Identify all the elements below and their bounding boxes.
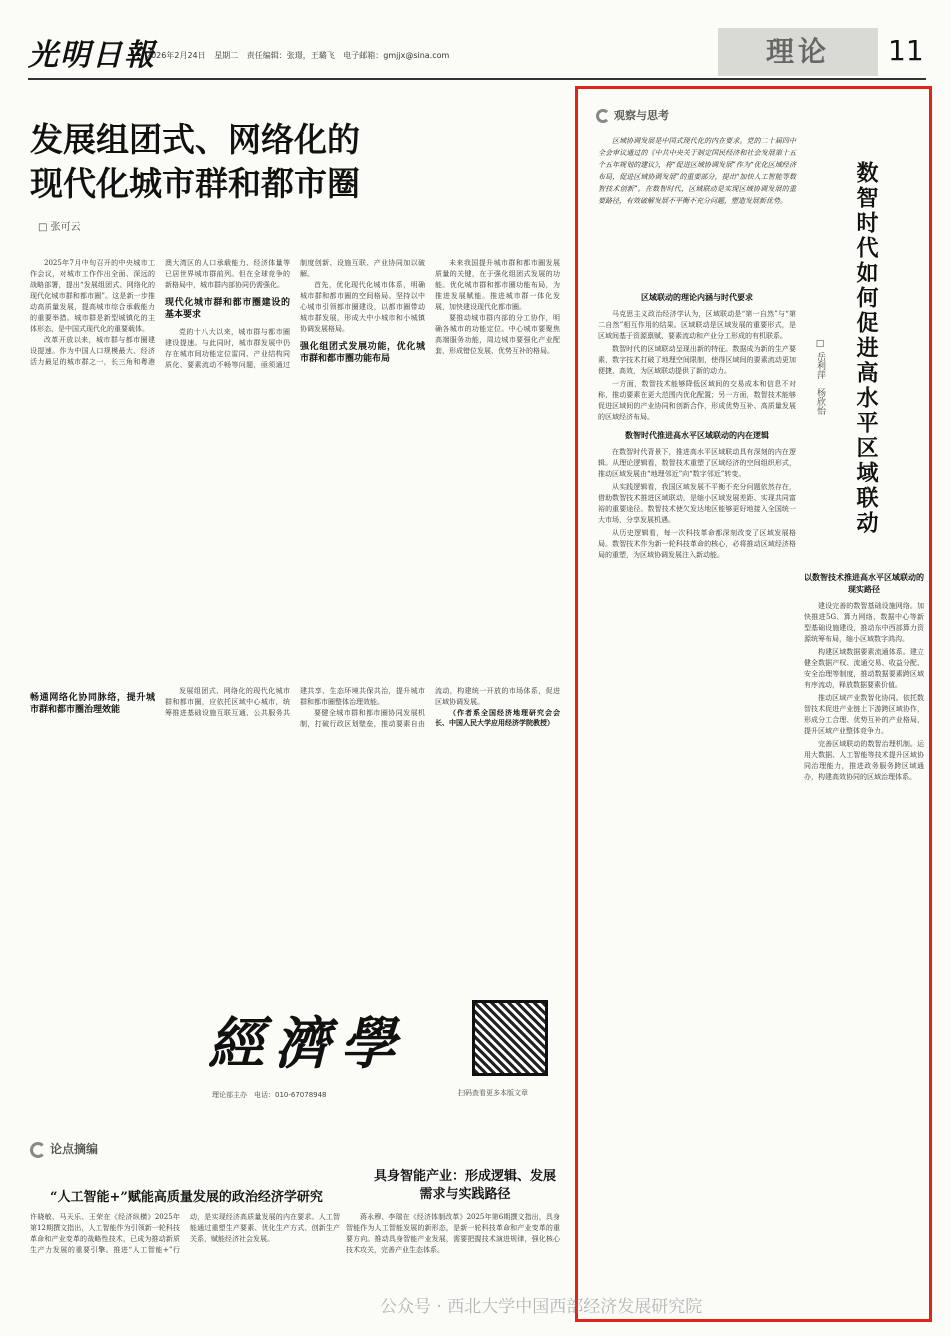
highlight-subheading: 以数智技术推进高水平区域联动的现实路径 — [804, 572, 924, 594]
highlight-paragraph: 从实践逻辑看，我国区域发展不平衡不充分问题依然存在，借助数智技术推进区域联动，是缩小区域发展差距、实现共同富裕的重要途径。数智技术使欠发达地区能够更好地接入全国统一大市场，分享发展机遇。 — [598, 483, 796, 524]
highlight-intro: 区域协调发展是中国式现代化的内在要求。党的二十届四中全会审议通过的《中共中央关于制定国民经济和社会发展第十五个五年规划的建议》，将“促进区域协调发展”作为“优化区域经济布局，促进区域协调发展”的重要部分，提出“加快人工智能等数智技术创新”。在数智时代，区域联动是实现区域协调发展的重要路径，有效破解发展不平衡不充分问题，塑造发展新优势。 — [598, 137, 796, 205]
main-paragraph: 党的十八大以来，城市群与都市圈建设提速。与此同时，城市群发展中仍存在城市间功能定位雷同、产业结构同质化、要素流动不畅等问题，亟须通过制度创新、设施互联、产业协同加以破解。 — [165, 259, 425, 369]
main-author-note: （作者系全国经济地理研究会会长、中国人民大学应用经济学院教授） — [435, 708, 560, 727]
highlighted-article — [575, 86, 932, 1322]
highlight-author: □ 岳利萍 杨欣怡 — [815, 339, 825, 415]
highlight-paragraph: 数智时代的区域联动呈现出新的特征。数据成为新的生产要素，数字技术打破了地理空间限制，使得区域间的要素流动更加便捷、高效，为区域联动提供了新的动力。 — [598, 345, 796, 375]
highlight-paragraph: 完善区域联动的数智治理机制。运用大数据、人工智能等技术提升区域协同治理能力，推进政务服务跨区域通办，构建高效协同的区域治理体系。 — [804, 740, 924, 781]
section-name: 理论 — [718, 28, 878, 76]
economics-banner — [190, 990, 560, 1112]
masthead — [28, 28, 926, 80]
column-logo-icon — [596, 109, 610, 123]
economics-title: 經濟學 — [208, 1011, 406, 1077]
issue-date: 2026年2月24日 — [146, 51, 206, 60]
highlight-subheading: 区域联动的理论内涵与时代要求 — [641, 292, 753, 302]
highlight-paragraph: 从历史逻辑看，每一次科技革命都深刻改变了区域发展格局。数智技术作为新一轮科技革命的核心，必将推动区域经济格局的重塑，为区域协调发展注入新动能。 — [598, 529, 796, 559]
digest-item2-body: 蒋永穆、李瑞在《经济体制改革》2025年第6期撰文指出，具身智能作为人工智能发展的新形态，是新一轮科技革命和产业变革的重要方向。推动具身智能产业发展，需要把握技术演进规律，强化核心技术攻关，完善产业生态体系。 — [346, 1213, 560, 1254]
digest-header-label: 论点摘编 — [50, 1142, 99, 1156]
page-number: 11 — [888, 34, 924, 67]
watermark: 公众号 · 西北大学中国西部经济发展研究院 — [380, 1297, 703, 1317]
qr-caption: 扫码查看更多本版文章 — [458, 1089, 528, 1097]
column-logo-icon — [30, 1142, 46, 1158]
main-article-body — [30, 258, 560, 678]
newspaper-logo: 光明日報 — [28, 38, 156, 73]
main-paragraph: 发展组团式、网络化的现代化城市群和都市圈，应依托区域中心城市，统筹推进基础设施互联互通、公共服务共建共享、生态环境共保共治，提升城市群和都市圈整体治理效能。 — [165, 687, 425, 717]
highlight-title: 数智时代如何促进高水平区域联动 — [853, 161, 879, 536]
main-paragraph: 2025年7月中旬召开的中央城市工作会议，对城市工作作出全面、深远的战略部署，提出“发展组团式、网络化的现代化城市群和都市圈”。这是新一步推动高质量发展，提高城市综合承载能力的重要举措。城市群是新型城镇化的主体形态，是中国式现代化的重要载体。 — [30, 259, 155, 333]
highlight-paragraph: 构建区域数据要素流通体系。建立健全数据产权、流通交易、收益分配、安全治理等制度，推动数据要素跨区域有序流动，释放数据要素价值。 — [804, 648, 924, 689]
main-paragraph: 要推动城市群内部的分工协作，明确各城市的功能定位。中心城市要聚焦高端服务功能，周边城市要强化产业配套，形成错位发展、优势互补的格局。 — [435, 314, 560, 355]
highlight-column-1 — [598, 285, 796, 1315]
highlight-paragraph: 在数智时代背景下，推进高水平区域联动具有深刻的内在逻辑。从理论逻辑看，数智技术重塑了区域经济的空间组织形式，推动区域发展由“地理邻近”向“数字邻近”转变。 — [598, 448, 796, 478]
digest-item1-title: “人工智能+”赋能高质量发展的政治经济学研究 — [50, 1190, 323, 1205]
main-subheading: 畅通网络化协同脉络，提升城市群和都市圈治理效能 — [30, 693, 155, 715]
digest-item2-title: 具身智能产业：形成逻辑、发展需求与实践路径 — [373, 1169, 556, 1202]
column-label-text: 观察与思考 — [614, 109, 669, 122]
main-article-body-lower — [30, 686, 560, 926]
digest-item1-body: 许晓敏、马天乐、王荣在《经济纵横》2025年第12期撰文指出，人工智能作为引领新一轮科技革命和产业变革的战略性技术，已成为推动新质生产力发展的重要引擎。推进“人工智能+”行动，是实现经济高质量发展的内在要求。人工智能通过重塑生产要素、优化生产方式、创新生产关系，赋能经济社会发展。 — [30, 1213, 340, 1254]
main-paragraph: 改革开放以来，城市群与都市圈建设提速。作为中国人口规模最大、经济活力最足的城市群之一，长三角和粤港澳大湾区的人口承载能力、经济体量等已居世界城市群前列。但在全球竞争的新格局中，城市群内部协同仍需强化。 — [30, 259, 290, 366]
digest-header — [30, 1140, 98, 1158]
highlight-paragraph: 推动区域产业数智化协同。依托数智技术促进产业链上下游跨区域协作，形成分工合理、优势互补的产业格局，提升区域产业整体竞争力。 — [804, 694, 924, 735]
main-title-line1: 发展组团式、网络化的 — [30, 120, 360, 159]
main-paragraph: 未来我国提升城市群和都市圈发展质量的关键，在于强化组团式发展的功能。优化城市群和都市圈功能布局，为推进发展赋能。推进城市群一体化发展，加快建设现代化都市圈。 — [435, 259, 560, 311]
column-label — [596, 107, 669, 123]
issue-meta — [146, 50, 455, 61]
main-subheading: 强化组团式发展功能，优化城市群和都市圈功能布局 — [300, 342, 425, 364]
economics-contact: 理论部主办 电话：010-67078948 — [212, 1091, 327, 1099]
main-paragraph: 要健全城市群和都市圈协同发展机制，打破行政区划壁垒，推动要素自由流动，构建统一开放的市场体系，促进区域协调发展。 — [300, 687, 560, 728]
issue-editor: 责任编辑：张璟，王璐飞 — [246, 51, 335, 60]
main-paragraph: 首先，优化现代化城市体系，明确城市群和都市圈的空间格局。坚持以中心城市引领都市圈建设，以都市圈带动城市群发展，形成大中小城市和小城镇协调发展格局。 — [300, 281, 425, 333]
main-subheading: 现代化城市群和都市圈建设的基本要求 — [165, 298, 290, 320]
highlight-subheading: 数智时代推进高水平区域联动的内在逻辑 — [625, 430, 769, 440]
issue-weekday: 星期二 — [214, 51, 239, 60]
highlight-column-2 — [804, 565, 924, 1315]
qr-code-icon — [472, 1000, 548, 1076]
main-article-author: □ 张可云 — [38, 222, 81, 233]
highlight-paragraph: 马克思主义政治经济学认为，区域联动是“第一自然”与“第二自然”相互作用的结果。区域联动是区域发展的重要形式，是区域间基于资源禀赋、要素流动和产业分工形成的有机联系。 — [598, 310, 796, 340]
issue-email: 电子邮箱：gmjjx@sina.com — [343, 51, 450, 60]
main-article-title — [30, 118, 570, 206]
highlight-paragraph: 一方面，数智技术能够降低区域间的交易成本和信息不对称，推动要素在更大范围内优化配置；另一方面，数智技术能够促进区域间的产业协同和创新合作，形成优势互补、高质量发展的区域经济布局。 — [598, 380, 796, 421]
highlight-paragraph: 建设完善的数智基础设施网络。加快推进5G、算力网络、数据中心等新型基础设施建设，推动东中西部算力资源统筹布局，缩小区域数字鸿沟。 — [804, 602, 924, 643]
main-title-line2: 现代化城市群和都市圈 — [30, 164, 360, 203]
